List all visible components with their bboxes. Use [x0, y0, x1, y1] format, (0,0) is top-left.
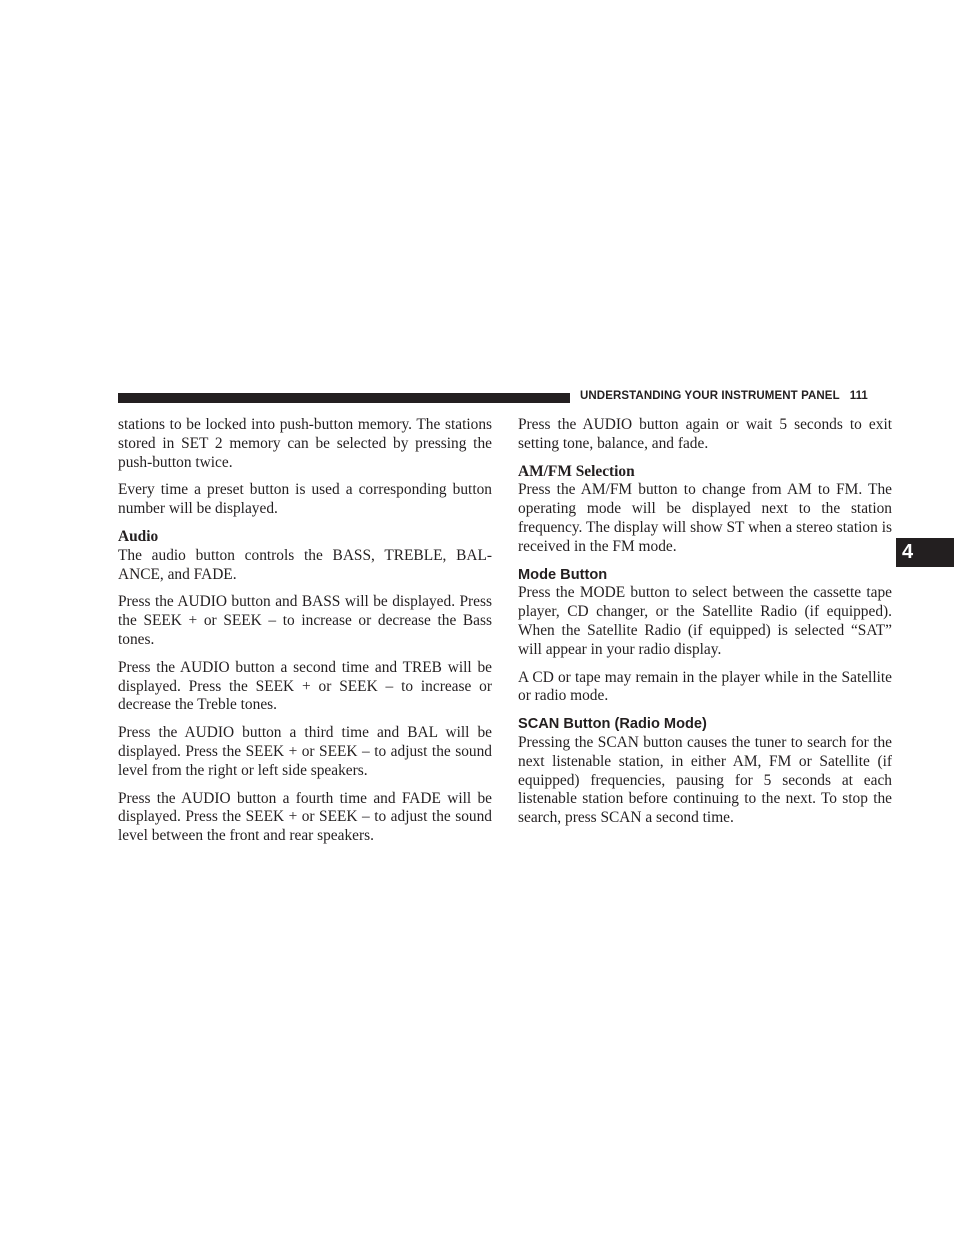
right-column	[518, 416, 892, 837]
running-header	[580, 390, 868, 402]
paragraph: Press the AUDIO button again or wait 5 seconds to exit setting tone, balance, and fade.	[518, 416, 892, 452]
chapter-tab: 4	[896, 538, 954, 567]
scan-button-heading: SCAN Button (Radio Mode)	[518, 716, 707, 733]
paragraph: Press the AUDIO button and BASS will be displayed. Press the SEEK + or SEEK – to increase or decrease the Bass tones.	[118, 593, 492, 648]
paragraph: Press the MODE button to select between the cassette tape player, CD changer, or the Satellite Radio (if equipped). When the Satellite Radio (if equipped) is selected “SAT” will appear in your radio display.	[518, 584, 892, 658]
paragraph: Pressing the SCAN button causes the tuner to search for the next listenable station, in either AM, FM or Satellite (if equipped) frequencies, pausing for 5 seconds at each listenable station before continuing to the next. To stop the search, press SCAN a second time.	[518, 733, 892, 827]
audio-heading: Audio	[118, 527, 159, 545]
paragraph: Press the AUDIO button a second time and TREB will be displayed. Press the SEEK + or SEEK – to increase or decrease the Treble tones.	[118, 658, 492, 714]
section-title: UNDERSTANDING YOUR INSTRUMENT PANEL	[580, 390, 840, 402]
paragraph: Press the AUDIO button a fourth time and FADE will be displayed. Press the SEEK + or SEEK – to adjust the sound level between the front and rear speakers.	[118, 789, 492, 845]
paragraph: Press the AUDIO button a third time and BAL will be displayed. Press the SEEK + or SEEK – to adjust the sound level from the right or left side speakers.	[118, 724, 492, 779]
amfm-heading: AM/FM Selection	[518, 462, 635, 480]
header-rule	[118, 393, 570, 403]
paragraph: Every time a preset button is used a corresponding button number will be displayed.	[118, 481, 492, 518]
mode-button-heading: Mode Button	[518, 566, 608, 583]
paragraph: stations to be locked into push-button memory. The stations stored in SET 2 memory can be selected by pressing the push-button twice.	[118, 416, 492, 471]
paragraph: A CD or tape may remain in the player while in the Satellite or radio mode.	[518, 668, 892, 705]
paragraph: The audio button controls the BASS, TREBLE, BAL-ANCE, and FADE.	[118, 546, 492, 583]
left-column	[118, 416, 492, 855]
paragraph: Press the AM/FM button to change from AM to FM. The operating mode will be displayed next to the station frequency. The display will show ST when a stereo station is received in the FM mode.	[518, 481, 892, 555]
page-number: 111	[849, 390, 868, 402]
